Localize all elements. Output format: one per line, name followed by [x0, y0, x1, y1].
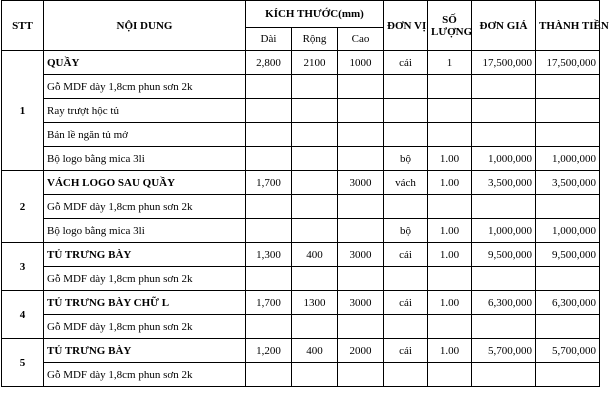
item-cao [338, 315, 384, 339]
table-row [2, 267, 600, 291]
item-so-luong [428, 267, 472, 291]
item-dai [246, 147, 292, 171]
item-don-gia [472, 363, 536, 387]
item-don-vi [384, 267, 428, 291]
item-rong [292, 315, 338, 339]
item-don-vi: cái [384, 243, 428, 267]
item-name: QUẦY [44, 51, 246, 75]
header-so-luong-line1: SỐ [442, 13, 457, 26]
header-so-luong-line2: LƯỢNG [431, 25, 473, 38]
item-thanh-tien [536, 123, 600, 147]
item-rong [292, 75, 338, 99]
item-thanh-tien: 5,700,000 [536, 339, 600, 363]
item-so-luong [428, 75, 472, 99]
item-dai: 1,700 [246, 171, 292, 195]
table-row [2, 75, 600, 99]
header-so-luong [428, 1, 472, 51]
item-name: Bộ logo bằng mica 3li [44, 147, 246, 171]
table-row [2, 51, 600, 75]
item-dai: 1,300 [246, 243, 292, 267]
item-so-luong: 1.00 [428, 219, 472, 243]
item-so-luong: 1.00 [428, 147, 472, 171]
item-don-vi [384, 315, 428, 339]
item-don-vi: cái [384, 51, 428, 75]
header-don-gia: ĐƠN GIÁ [472, 1, 536, 51]
item-thanh-tien: 3,500,000 [536, 171, 600, 195]
item-dai: 2,800 [246, 51, 292, 75]
item-name: TỦ TRƯNG BÀY [44, 339, 246, 363]
table-row [2, 99, 600, 123]
table-row [2, 243, 600, 267]
table-row [2, 147, 600, 171]
item-rong: 400 [292, 243, 338, 267]
item-don-gia [472, 99, 536, 123]
item-dai [246, 99, 292, 123]
item-name: Gỗ MDF dày 1,8cm phun sơn 2k [44, 267, 246, 291]
item-cao: 3000 [338, 291, 384, 315]
item-don-gia [472, 315, 536, 339]
item-name: Bộ logo bằng mica 3li [44, 219, 246, 243]
header-thanh-tien: THÀNH TIỀN [536, 1, 600, 51]
item-stt: 3 [2, 243, 44, 291]
item-so-luong [428, 99, 472, 123]
item-name: VÁCH LOGO SAU QUẦY [44, 171, 246, 195]
item-dai [246, 267, 292, 291]
item-rong [292, 123, 338, 147]
item-dai [246, 75, 292, 99]
item-name: Gỗ MDF dày 1,8cm phun sơn 2k [44, 363, 246, 387]
table-row [2, 123, 600, 147]
item-don-gia [472, 195, 536, 219]
item-don-vi [384, 123, 428, 147]
item-so-luong [428, 195, 472, 219]
item-thanh-tien: 9,500,000 [536, 243, 600, 267]
item-thanh-tien [536, 363, 600, 387]
item-don-vi [384, 75, 428, 99]
item-rong [292, 195, 338, 219]
table-body [2, 51, 600, 387]
item-name: Bản lề ngăn tủ mở [44, 123, 246, 147]
item-cao: 2000 [338, 339, 384, 363]
item-thanh-tien [536, 75, 600, 99]
item-cao [338, 123, 384, 147]
item-cao [338, 195, 384, 219]
header-noi-dung: NỘI DUNG [44, 1, 246, 51]
item-dai [246, 315, 292, 339]
item-don-vi [384, 195, 428, 219]
item-cao: 3000 [338, 171, 384, 195]
item-don-vi: vách [384, 171, 428, 195]
header-dai: Dài [246, 28, 292, 51]
item-name: TỦ TRƯNG BÀY [44, 243, 246, 267]
table-row [2, 219, 600, 243]
item-don-vi: cái [384, 339, 428, 363]
item-don-gia: 3,500,000 [472, 171, 536, 195]
item-rong: 2100 [292, 51, 338, 75]
item-thanh-tien [536, 315, 600, 339]
item-rong: 400 [292, 339, 338, 363]
item-thanh-tien: 1,000,000 [536, 147, 600, 171]
item-so-luong [428, 123, 472, 147]
item-cao [338, 75, 384, 99]
item-rong [292, 219, 338, 243]
item-don-vi [384, 363, 428, 387]
item-cao: 1000 [338, 51, 384, 75]
item-don-vi: cái [384, 291, 428, 315]
item-so-luong: 1.00 [428, 243, 472, 267]
item-so-luong [428, 315, 472, 339]
item-don-gia [472, 267, 536, 291]
item-don-gia: 9,500,000 [472, 243, 536, 267]
item-so-luong: 1.00 [428, 339, 472, 363]
table-row [2, 195, 600, 219]
item-name: Gỗ MDF dày 1,8cm phun sơn 2k [44, 195, 246, 219]
item-don-gia: 1,000,000 [472, 219, 536, 243]
table-row [2, 315, 600, 339]
item-cao [338, 267, 384, 291]
item-don-vi: bộ [384, 147, 428, 171]
item-stt: 4 [2, 291, 44, 339]
item-cao [338, 147, 384, 171]
header-don-vi: ĐƠN VỊ [384, 1, 428, 51]
table-row [2, 291, 600, 315]
item-dai: 1,700 [246, 291, 292, 315]
item-don-gia: 6,300,000 [472, 291, 536, 315]
item-name: TỦ TRƯNG BÀY CHỮ L [44, 291, 246, 315]
item-name: Ray trượt hộc tủ [44, 99, 246, 123]
quotation-table [1, 0, 609, 387]
item-don-gia [472, 75, 536, 99]
header-cao: Cao [338, 28, 384, 51]
header-kich-thuoc: KÍCH THƯỚC(mm) [246, 1, 384, 28]
item-rong [292, 99, 338, 123]
item-cao [338, 363, 384, 387]
header-rong: Rộng [292, 28, 338, 51]
item-dai [246, 195, 292, 219]
item-thanh-tien [536, 267, 600, 291]
item-so-luong: 1.00 [428, 171, 472, 195]
item-rong [292, 147, 338, 171]
table-row [2, 363, 600, 387]
item-rong: 1300 [292, 291, 338, 315]
item-stt: 2 [2, 171, 44, 243]
item-rong [292, 171, 338, 195]
item-so-luong: 1.00 [428, 291, 472, 315]
item-stt: 1 [2, 51, 44, 171]
item-rong [292, 267, 338, 291]
item-name: Gỗ MDF dày 1,8cm phun sơn 2k [44, 75, 246, 99]
item-cao [338, 219, 384, 243]
item-thanh-tien: 1,000,000 [536, 219, 600, 243]
item-don-vi: bộ [384, 219, 428, 243]
item-cao [338, 99, 384, 123]
item-thanh-tien [536, 195, 600, 219]
item-don-gia: 5,700,000 [472, 339, 536, 363]
item-dai [246, 363, 292, 387]
header-stt: STT [2, 1, 44, 51]
item-don-vi [384, 99, 428, 123]
item-dai: 1,200 [246, 339, 292, 363]
item-don-gia: 1,000,000 [472, 147, 536, 171]
item-name: Gỗ MDF dày 1,8cm phun sơn 2k [44, 315, 246, 339]
item-so-luong: 1 [428, 51, 472, 75]
item-thanh-tien: 6,300,000 [536, 291, 600, 315]
item-don-gia: 17,500,000 [472, 51, 536, 75]
item-stt: 5 [2, 339, 44, 387]
item-so-luong [428, 363, 472, 387]
item-thanh-tien [536, 99, 600, 123]
item-dai [246, 123, 292, 147]
item-rong [292, 363, 338, 387]
item-thanh-tien: 17,500,000 [536, 51, 600, 75]
table-row [2, 171, 600, 195]
item-cao: 3000 [338, 243, 384, 267]
item-don-gia [472, 123, 536, 147]
item-dai [246, 219, 292, 243]
table-row [2, 339, 600, 363]
table-header [2, 1, 609, 51]
